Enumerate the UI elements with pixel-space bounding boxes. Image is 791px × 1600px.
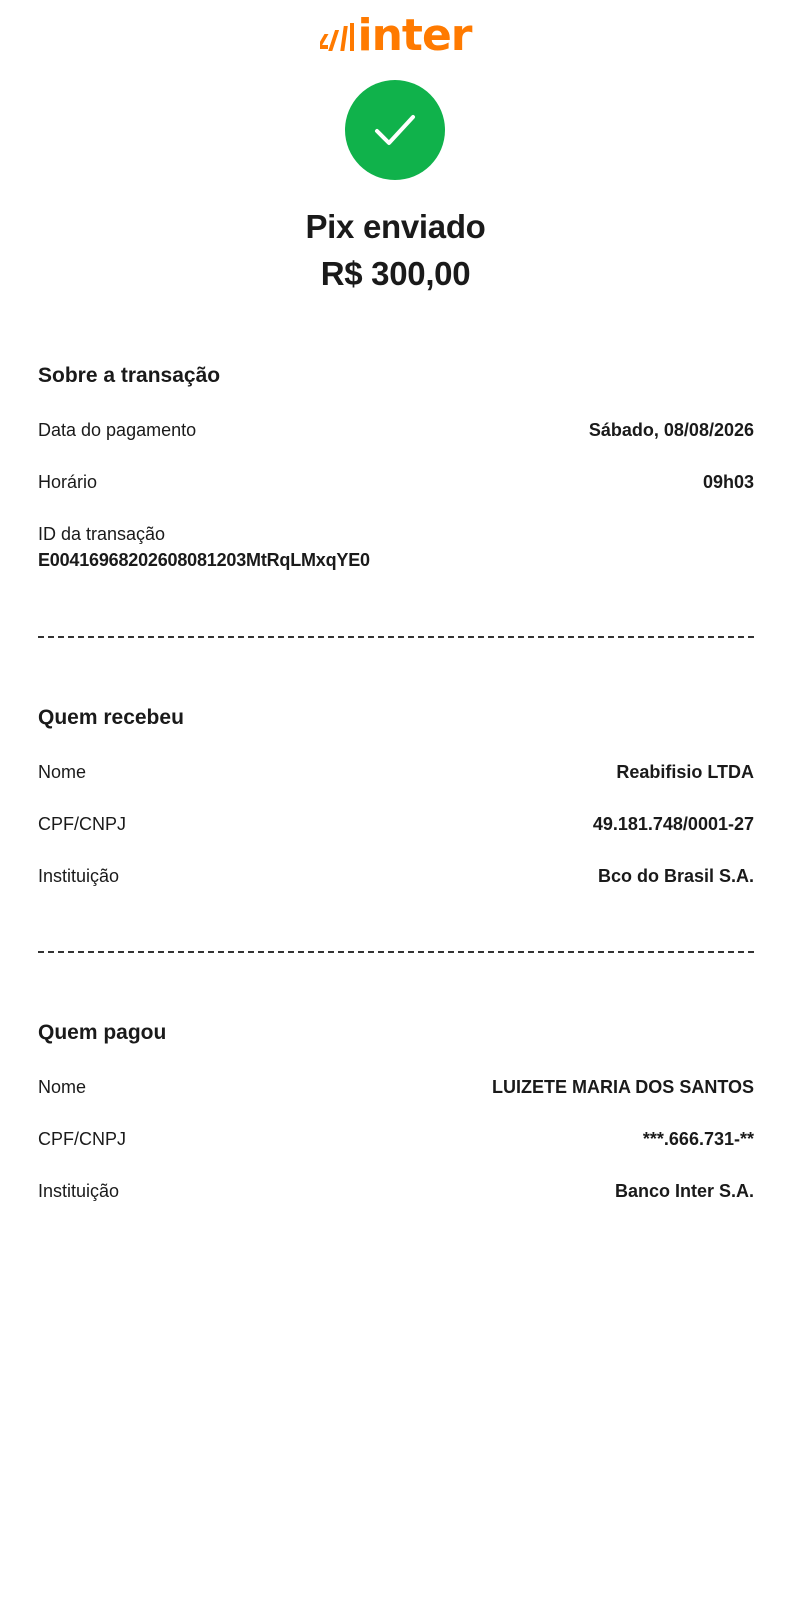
- transaction-id-label: ID da transação: [38, 524, 166, 544]
- payer-name-label: Nome: [38, 1076, 87, 1097]
- receiver-institution-value: Bco do Brasil S.A.: [597, 865, 754, 886]
- payer-name-value: LUIZETE MARIA DOS SANTOS: [491, 1076, 754, 1097]
- payer-institution-row: [38, 1177, 754, 1205]
- section-title-transaction: Sobre a transação: [38, 364, 221, 387]
- sunburst-logo-icon: [320, 21, 354, 51]
- receiver-institution-row: [38, 862, 754, 890]
- check-icon: [371, 106, 419, 154]
- status-title: Pix enviado: [305, 208, 486, 245]
- success-badge: [345, 80, 445, 180]
- payer-doc-value: ***.666.731-**: [642, 1128, 754, 1149]
- transfer-amount: R$ 300,00: [320, 255, 471, 292]
- payer-institution-value: Banco Inter S.A.: [614, 1180, 754, 1201]
- brand-name: inter: [357, 10, 472, 61]
- section-title-payer: Quem pagou: [38, 1021, 167, 1044]
- receiver-name-label: Nome: [38, 761, 87, 782]
- payment-date-value: Sábado, 08/08/2026: [588, 419, 754, 440]
- payment-date-label: Data do pagamento: [38, 419, 197, 440]
- section-divider: [38, 636, 754, 638]
- payer-institution-label: Instituição: [38, 1180, 120, 1201]
- payer-doc-label: CPF/CNPJ: [38, 1128, 127, 1149]
- payment-time-value: 09h03: [702, 471, 754, 492]
- receiver-doc-value: 49.181.748/0001-27: [592, 813, 754, 834]
- payment-time-label: Horário: [38, 471, 98, 492]
- section-divider: [38, 951, 754, 953]
- transaction-id-value: E00416968202608081203MtRqLMxqYE0: [38, 550, 370, 570]
- receiver-name-value: Reabifisio LTDA: [616, 761, 754, 782]
- payer-doc-row: [38, 1125, 754, 1153]
- payment-time-row: [38, 468, 754, 496]
- payer-name-row: [38, 1073, 754, 1101]
- brand-logo: [0, 12, 791, 60]
- receiver-institution-label: Instituição: [38, 865, 120, 886]
- receiver-name-row: [38, 758, 754, 786]
- payment-date-row: [38, 416, 754, 444]
- receiver-doc-row: [38, 810, 754, 838]
- receiver-doc-label: CPF/CNPJ: [38, 813, 127, 834]
- section-title-receiver: Quem recebeu: [38, 706, 184, 729]
